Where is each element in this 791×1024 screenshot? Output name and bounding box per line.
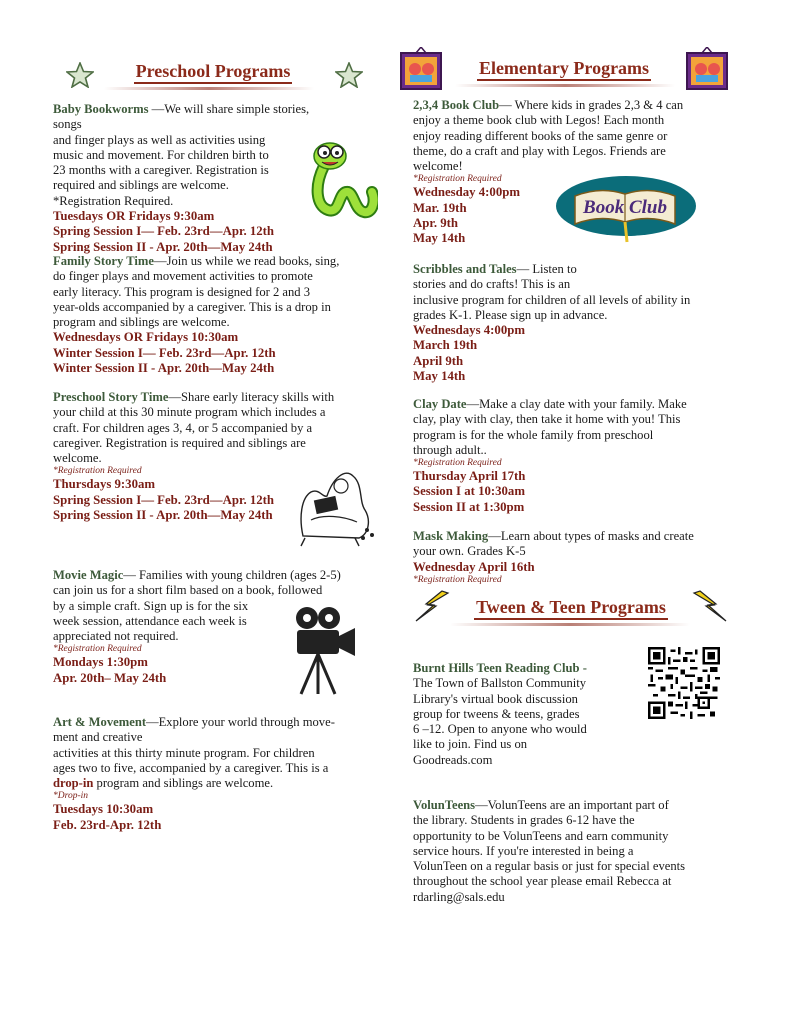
entry-title: Mask Making — [413, 529, 489, 543]
mask-making-entry: Mask Making—Learn about types of masks and create your own. Grades K-5 Wednesday April 16th *Registration Required — [413, 529, 694, 585]
heading-underline — [104, 87, 314, 90]
reading-chair-icon — [293, 458, 379, 548]
entry-title: Preschool Story Time — [53, 390, 169, 404]
preschool-heading — [128, 61, 298, 82]
art-movement-entry: Art & Movement—Explore your world through move- ment and creative activities at this thirty minute program. For children ages two to five, accompanied by a caregiver. This is a drop-in program and siblings are welcome. *Drop-in Tuesdays 10:30am Feb. 23rd-Apr. 12th — [53, 715, 335, 832]
teen-reading-club-entry: Burnt Hills Teen Reading Club - The Town of Ballston Community Library's virtual book discussion group for tweens & teens, grades 6 –12. Open to anyone who would like to join. Find us on Goodreads.com — [413, 661, 643, 768]
heading-underline — [455, 84, 675, 87]
framed-kids-picture-icon — [684, 47, 730, 93]
entry-title: Baby Bookworms — [53, 102, 149, 116]
framed-kids-picture-icon — [398, 47, 444, 93]
preschool-story-time-entry: Preschool Story Time—Share early literacy skills with your child at this 30 minute program which includes a craft. For children ages 3, 4, or 5 accompanied by a caregiver. Registration is required and siblings are welcome. *Registration Required Thursdays 9:30am Spring Session I— Feb. 23rd—Apr. 12th Spring Session II - Apr. 20th—May 24th — [53, 390, 335, 523]
book-club-logo-text: Book Club — [583, 197, 667, 218]
star-icon — [335, 62, 363, 88]
lightning-bolt-icon — [412, 590, 454, 622]
elementary-heading — [470, 58, 658, 79]
entry-title: Scribbles and Tales — [413, 262, 517, 276]
lightning-bolt-icon — [688, 590, 730, 622]
volunteens-entry: VolunTeens—VolunTeens are an important part of the library. Students in grades 6-12 have the opportunity to be VolunTeens and earn community service hours. If you're interested in being a VolunTeen on a regular basis or just for special events throughout the school year please email Rebecca at rdarling@sals.edu — [413, 798, 735, 905]
teen-heading — [463, 597, 679, 618]
entry-title: VolunTeens — [413, 798, 476, 812]
entry-title: Art & Movement — [53, 715, 147, 729]
qr-code — [648, 647, 720, 719]
family-story-time-entry: Family Story Time—Join us while we read books, sing, do finger plays and movement activities to promote early literacy. This program is designed for 2 and 3 year-olds accompanied by a caregiver. This is a drop in program and siblings are welcome. Wednesdays OR Fridays 10:30am Winter Session I— Feb. 23rd—Apr. 12th Winter Session II - Apr. 20th—May 24th — [53, 254, 340, 376]
bookworm-icon — [306, 136, 378, 220]
entry-title: 2,3,4 Book Club — [413, 98, 500, 112]
entry-title: Movie Magic — [53, 568, 124, 582]
email-address: rdarling@sals.edu — [413, 889, 505, 904]
baby-bookworms-entry: Baby Bookworms —We will share simple stories, songs and finger plays as well as activities using music and movement. For children birth to 23 months with a caregiver. Registration is required and siblings are welcome. *Registration Required. Tuesdays OR Fridays 9:30am Spring Session I— Feb. 23rd—Apr. 12th Spring Session II - Apr. 20th—May 24th — [53, 102, 310, 254]
book-club-entry: 2,3,4 Book Club— Where kids in grades 2,3 & 4 can enjoy a theme book club with Legos! Each month enjoy reading different books of the same genre or theme, do a craft and play with Legos. Friends are welcome! *Registration Required Wednesday 4:00pm Mar. 19th Apr. 9th May 14th — [413, 98, 684, 246]
heading-text: Elementary Programs — [477, 58, 651, 81]
entry-title: Family Story Time — [53, 254, 154, 268]
heading-text: Tween & Teen Programs — [474, 597, 668, 620]
drop-in-label: drop-in — [53, 776, 94, 791]
entry-title: Burnt Hills Teen Reading Club - — [413, 661, 587, 675]
movie-magic-entry: Movie Magic— Families with young children (ages 2-5) can join us for a short film based on a book, followed by a simple craft. Sign up is for the six week session, attendance each week is appreciated not required. *Registration Required Mondays 1:30pm Apr. 20th– May 24th — [53, 568, 341, 685]
star-icon — [66, 62, 94, 88]
film-camera-icon — [289, 604, 359, 696]
scribbles-and-tales-entry: Scribbles and Tales— Listen to stories and do crafts! This is an inclusive program for children of all levels of ability in grades K-1. Please sign up in advance. Wednesdays 4:00pm March 19th April 9th May 14th — [413, 262, 691, 384]
heading-underline — [450, 623, 690, 626]
entry-title: Clay Date — [413, 397, 467, 411]
book-club-logo — [553, 172, 699, 244]
clay-date-entry: Clay Date—Make a clay date with your family. Make clay, play with clay, then take it home with you! This program is for the whole family from preschool through adult.. *Registration Required Thursday April 17th Session I at 10:30am Session II at 1:30pm — [413, 397, 687, 514]
heading-text: Preschool Programs — [134, 61, 293, 84]
